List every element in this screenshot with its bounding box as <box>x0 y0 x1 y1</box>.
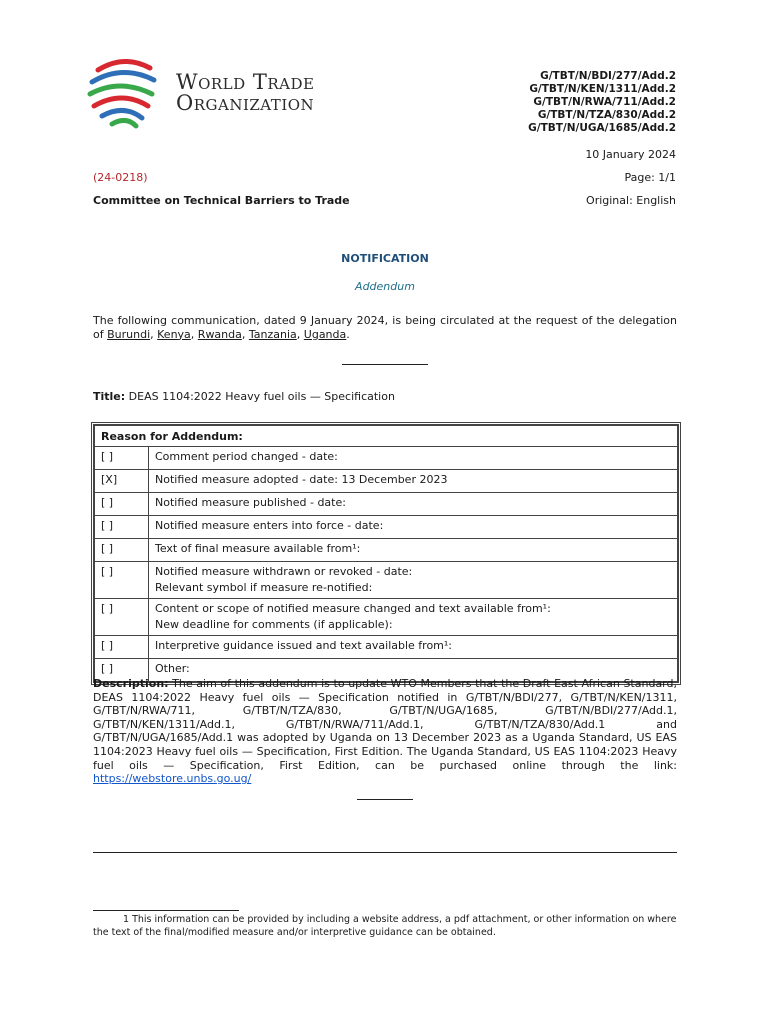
symbol: G/TBT/N/TZA/830/Add.2 <box>537 109 676 121</box>
reason-line1: Content or scope of notified measure changed and text available from¹: <box>155 602 551 615</box>
horizontal-rule <box>93 852 677 853</box>
symbol: G/TBT/N/UGA/1685/Add.2 <box>528 122 676 134</box>
checkbox: [ ] <box>94 493 149 516</box>
title-label: Title: <box>93 390 126 403</box>
org-name-line2: Organization <box>176 91 315 115</box>
table-row <box>94 447 678 470</box>
webstore-link[interactable]: https://webstore.unbs.go.ug/ <box>93 772 252 786</box>
footnote <box>93 913 677 939</box>
checkbox: [ ] <box>94 516 149 539</box>
footnote-separator <box>93 910 239 911</box>
delegation-link[interactable]: Rwanda <box>197 327 242 341</box>
table-row <box>94 539 678 562</box>
separator-line <box>342 364 428 365</box>
delegation-link[interactable]: Uganda <box>303 327 347 341</box>
symbol: G/TBT/N/RWA/711/Add.2 <box>533 96 676 108</box>
description-paragraph <box>93 677 677 786</box>
intro-prefix: The following communication, dated 9 January 2024, is being circulated at the request of the delegation of <box>93 314 677 341</box>
symbol: G/TBT/N/BDI/277/Add.2 <box>540 70 676 82</box>
table-row <box>94 636 678 659</box>
table-row <box>94 516 678 539</box>
org-name <box>176 72 314 114</box>
addendum-subheading: Addendum <box>355 280 415 293</box>
delegation-link[interactable]: Burundi <box>107 327 151 341</box>
checkbox: [ ] <box>94 539 149 562</box>
table-row <box>94 599 678 636</box>
document-number: (24-0218) <box>93 171 148 184</box>
reason-line2: New deadline for comments (if applicable): <box>155 618 393 631</box>
delegation-link[interactable]: Tanzania <box>248 327 297 341</box>
reason-label: Notified measure published - date: <box>149 493 679 516</box>
reason-label: Notified measure enters into force - date: <box>149 516 679 539</box>
description-text: The aim of this addendum is to update WTO Members that the Draft East African Standard, DEAS 1104:2022 Heavy fuel oils — Specification notified in G/TBT/N/BDI/277, G/TBT/N/KEN/1311, G/TBT/N/RWA/711, G/TBT/N/TZA/830, G/TBT/N/UGA/1685, G/TBT/N/BDI/277/Add.1, G/TBT/N/KEN/1311/Add.1, G/TBT/N/RWA/711/Add.1, G/TBT/N/TZA/830/Add.1 and G/TBT/N/UGA/1685/Add.1 was adopted by Uganda on 13 December 2023 as a Uganda Standard, US EAS 1104:2023 Heavy fuel oils — Specification, First Edition. The Uganda Standard, US EAS 1104:2023 Heavy fuel oils — Specification, First Edition, can be purchased online through the link: <box>93 677 677 772</box>
footnote-text: 1 This information can be provided by including a website address, a pdf attachment, or other information on where the text of the final/modified measure and/or interpretive guidance can be obtained. <box>93 914 677 938</box>
reason-label: Comment period changed - date: <box>149 447 679 470</box>
page-number: Page: 1/1 <box>624 171 676 184</box>
org-name-line1: World Trade <box>176 70 315 94</box>
symbol: G/TBT/N/KEN/1311/Add.2 <box>529 83 676 95</box>
document-symbols <box>528 70 676 135</box>
intro-paragraph: The following communication, dated 9 January 2024, is being circulated at the request of the delegation of Burundi, Kenya, Rwanda, Tanzania, Uganda. <box>93 314 677 341</box>
document-date: 10 January 2024 <box>585 148 676 161</box>
reason-label <box>149 562 679 599</box>
reason-line1: Notified measure withdrawn or revoked - date: <box>155 565 413 578</box>
reason-table <box>93 424 679 683</box>
measure-title <box>93 390 395 403</box>
checkbox: [ ] <box>94 636 149 659</box>
checkbox: [ ] <box>94 562 149 599</box>
checkbox: [X] <box>94 470 149 493</box>
description-label: Description: <box>93 677 169 690</box>
reason-label: Interpretive guidance issued and text available from¹: <box>149 636 679 659</box>
title-value: DEAS 1104:2022 Heavy fuel oils — Specification <box>125 390 395 403</box>
notification-heading: NOTIFICATION <box>341 252 429 265</box>
committee-name: Committee on Technical Barriers to Trade <box>93 194 350 207</box>
reason-label <box>149 599 679 636</box>
table-row <box>94 493 678 516</box>
reason-table-header: Reason for Addendum: <box>94 425 678 447</box>
checkbox: [ ] <box>94 599 149 636</box>
reason-label: Notified measure adopted - date: 13 December 2023 <box>149 470 679 493</box>
checkbox: [ ] <box>94 447 149 470</box>
original-language: Original: English <box>586 194 676 207</box>
intro-suffix: . <box>346 327 350 341</box>
reason-label: Text of final measure available from¹: <box>149 539 679 562</box>
checkbox: [ ] <box>94 659 149 683</box>
reason-line2: Relevant symbol if measure re-notified: <box>155 581 373 594</box>
table-row <box>94 470 678 493</box>
delegation-link[interactable]: Kenya <box>157 327 191 341</box>
separator-line <box>357 799 413 800</box>
table-row <box>94 562 678 599</box>
reason-label: Other: <box>149 659 679 683</box>
